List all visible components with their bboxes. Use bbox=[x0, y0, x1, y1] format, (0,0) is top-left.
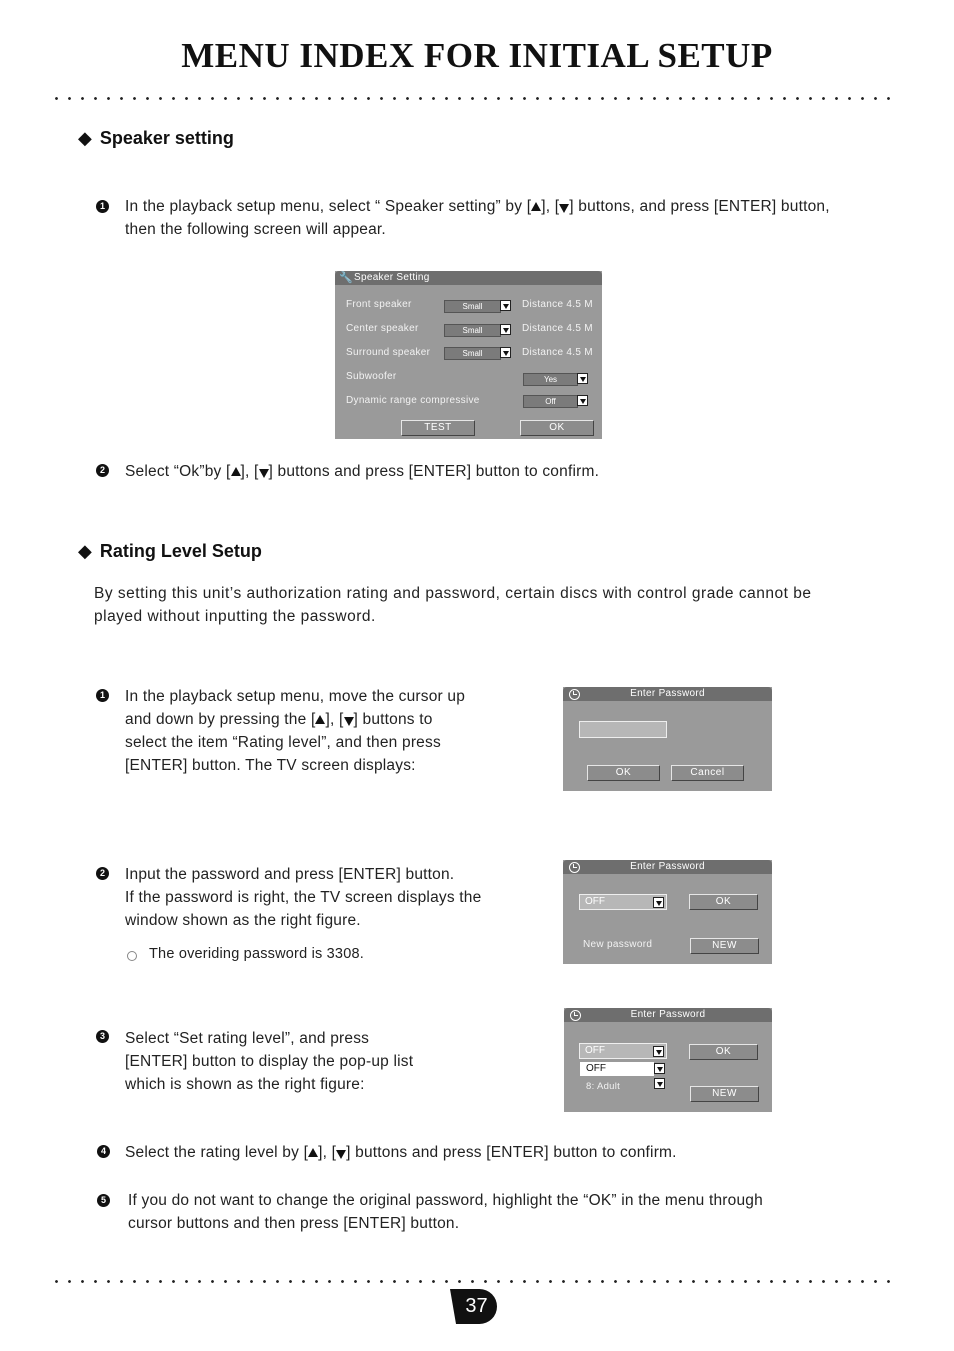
text-segment: ], [ bbox=[541, 198, 560, 215]
chevron-down-icon[interactable] bbox=[577, 395, 588, 406]
rating-step2-text bbox=[125, 863, 545, 932]
text-segment: ] buttons to bbox=[353, 711, 433, 728]
screen-title: Speaker Setting bbox=[354, 272, 430, 283]
step-number-badge: 1 bbox=[96, 200, 109, 213]
diamond-icon: ◆ bbox=[78, 128, 92, 148]
chevron-down-icon[interactable] bbox=[654, 1078, 665, 1089]
text-segment: Select the rating level by [ bbox=[125, 1144, 309, 1161]
enter-password-screen-2 bbox=[563, 860, 772, 964]
text-segment: ], [ bbox=[318, 1144, 337, 1161]
text-segment: ] buttons, and press [ENTER] button, bbox=[569, 198, 830, 215]
new-password-label: New password bbox=[583, 939, 653, 950]
bottom-divider bbox=[50, 1280, 900, 1283]
speaker-section-heading bbox=[78, 128, 234, 149]
down-arrow-icon bbox=[344, 717, 354, 726]
page-title: MENU INDEX FOR INITIAL SETUP bbox=[181, 36, 773, 75]
step-number-badge: 5 bbox=[97, 1194, 110, 1207]
rating-select[interactable] bbox=[579, 1043, 667, 1059]
text-segment: and down by pressing the [ bbox=[125, 711, 316, 728]
text-segment: Input the password and press [ENTER] button. bbox=[125, 866, 455, 883]
screen-title: Enter Password bbox=[630, 1009, 706, 1020]
speaker-setting-screen bbox=[335, 271, 602, 439]
subwoofer-label: Subwoofer bbox=[346, 371, 397, 382]
text-segment: [ENTER] button to display the pop-up list bbox=[125, 1053, 414, 1070]
note-icon bbox=[127, 951, 137, 961]
text-segment: cursor buttons and then press [ENTER] button. bbox=[128, 1215, 460, 1232]
text-segment: By setting this unit’s authorization rating and password, certain discs with control grade cannot be bbox=[94, 585, 812, 602]
text-segment: ], [ bbox=[325, 711, 344, 728]
chevron-down-icon[interactable] bbox=[654, 1063, 665, 1074]
speaker-step2-text bbox=[125, 460, 900, 483]
speaker-heading-text: Speaker setting bbox=[99, 128, 234, 148]
text-segment: select the item “Rating level”, and then press bbox=[125, 734, 441, 751]
chevron-down-icon[interactable] bbox=[653, 1046, 664, 1057]
text-segment: which is shown as the right figure: bbox=[125, 1076, 365, 1093]
drc-select[interactable]: Off bbox=[523, 395, 578, 408]
screen-title-bar bbox=[335, 271, 602, 285]
new-button[interactable]: NEW bbox=[690, 1086, 759, 1102]
center-speaker-label: Center speaker bbox=[346, 323, 419, 334]
step-number-badge: 4 bbox=[97, 1145, 110, 1158]
top-divider bbox=[50, 97, 900, 100]
rating-step3-text bbox=[125, 1027, 545, 1096]
down-arrow-icon bbox=[259, 469, 269, 478]
speaker-step1-text bbox=[125, 195, 900, 241]
rating-step4-text bbox=[125, 1141, 900, 1164]
front-speaker-label: Front speaker bbox=[346, 299, 412, 310]
surround-speaker-label: Surround speaker bbox=[346, 347, 431, 358]
chevron-down-icon[interactable] bbox=[653, 897, 664, 908]
wrench-icon: 🔧 bbox=[339, 272, 353, 284]
page-number: 37 bbox=[456, 1289, 497, 1324]
enter-password-screen-1 bbox=[563, 687, 772, 791]
diamond-icon: ◆ bbox=[78, 541, 92, 561]
ok-button[interactable]: OK bbox=[689, 1044, 758, 1060]
text-segment: then the following screen will appear. bbox=[125, 221, 386, 238]
screen-title: Enter Password bbox=[630, 688, 705, 699]
rating-section-heading bbox=[78, 541, 262, 562]
drc-label: Dynamic range compressive bbox=[346, 395, 480, 406]
ok-button[interactable]: OK bbox=[520, 420, 594, 436]
select-value: OFF bbox=[585, 896, 605, 907]
ok-button[interactable]: OK bbox=[587, 765, 660, 781]
text-segment: In the playback setup menu, move the cursor up bbox=[125, 688, 466, 705]
select-value: OFF bbox=[585, 1045, 605, 1056]
center-speaker-distance: Distance 4.5 M bbox=[522, 323, 593, 334]
rating-list-item-selected[interactable] bbox=[580, 1062, 654, 1076]
surround-speaker-distance: Distance 4.5 M bbox=[522, 347, 593, 358]
step-number-badge: 1 bbox=[96, 689, 109, 702]
up-arrow-icon bbox=[531, 202, 541, 211]
list-item-label: OFF bbox=[586, 1063, 606, 1074]
text-segment: Select “Ok”by [ bbox=[125, 463, 231, 480]
text-segment: If you do not want to change the original password, highlight the “OK” in the menu through bbox=[128, 1192, 763, 1209]
new-button[interactable]: NEW bbox=[690, 938, 759, 954]
chevron-down-icon[interactable] bbox=[500, 324, 511, 335]
text-segment: ] buttons and press [ENTER] button to confirm. bbox=[268, 463, 600, 480]
text-segment: ], [ bbox=[240, 463, 259, 480]
subwoofer-select[interactable]: Yes bbox=[523, 373, 578, 386]
test-button[interactable]: TEST bbox=[401, 420, 475, 436]
screen-title-bar bbox=[563, 860, 772, 874]
text-segment: In the playback setup menu, select “ Speaker setting” by [ bbox=[125, 198, 532, 215]
chevron-down-icon[interactable] bbox=[577, 373, 588, 384]
chevron-down-icon[interactable] bbox=[500, 300, 511, 311]
front-speaker-select[interactable]: Small bbox=[444, 300, 501, 313]
step-number-badge: 2 bbox=[96, 867, 109, 880]
up-arrow-icon bbox=[231, 467, 241, 476]
rating-intro bbox=[94, 582, 894, 628]
cancel-button[interactable]: Cancel bbox=[671, 765, 744, 781]
rating-step1-text bbox=[125, 685, 545, 777]
screen-title-bar bbox=[564, 1008, 772, 1022]
text-segment: If the password is right, the TV screen displays the bbox=[125, 889, 482, 906]
up-arrow-icon bbox=[315, 715, 325, 724]
down-arrow-icon bbox=[336, 1150, 346, 1159]
enter-password-screen-3 bbox=[564, 1008, 772, 1112]
surround-speaker-select[interactable]: Small bbox=[444, 347, 501, 360]
rating-select[interactable] bbox=[579, 894, 667, 910]
text-segment: played without inputting the password. bbox=[94, 608, 376, 625]
step-number-badge: 3 bbox=[96, 1030, 109, 1043]
text-segment: window shown as the right figure. bbox=[125, 912, 361, 929]
up-arrow-icon bbox=[308, 1148, 318, 1157]
rating-list-item[interactable]: 8: Adult bbox=[586, 1081, 621, 1092]
password-note: The overiding password is 3308. bbox=[149, 946, 364, 962]
step-number-badge: 2 bbox=[96, 464, 109, 477]
rating-step5-text bbox=[128, 1189, 903, 1235]
front-speaker-distance: Distance 4.5 M bbox=[522, 299, 593, 310]
down-arrow-icon bbox=[559, 204, 569, 213]
text-segment: Select “Set rating level”, and press bbox=[125, 1030, 370, 1047]
text-segment: [ENTER] button. The TV screen displays: bbox=[125, 757, 416, 774]
rating-heading-text: Rating Level Setup bbox=[99, 541, 262, 561]
screen-title-bar bbox=[563, 687, 772, 701]
center-speaker-select[interactable]: Small bbox=[444, 324, 501, 337]
chevron-down-icon[interactable] bbox=[500, 347, 511, 358]
text-segment: ] buttons and press [ENTER] button to confirm. bbox=[346, 1144, 677, 1161]
ok-button[interactable]: OK bbox=[689, 894, 758, 910]
screen-title: Enter Password bbox=[630, 861, 705, 872]
password-input[interactable] bbox=[579, 721, 667, 738]
